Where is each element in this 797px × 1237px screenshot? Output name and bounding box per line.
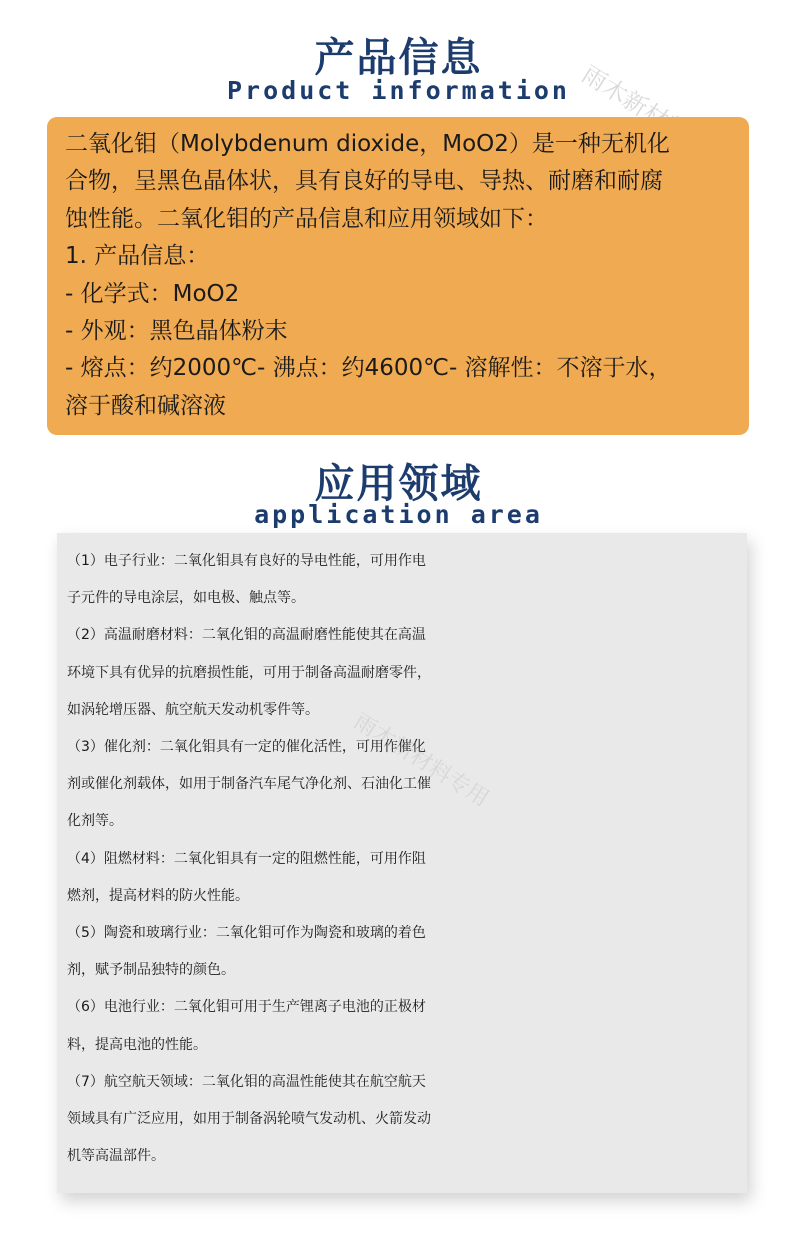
application-area-box [57,533,747,1193]
application-line: （1）电子行业：二氧化钼具有良好的导电性能，可用作电 [67,553,426,569]
application-line: （7）航空航天领域：二氧化钼的高温性能使其在航空航天 [67,1073,426,1090]
product-info-line: 溶于酸和碱溶液 [65,392,226,419]
product-info-box [47,117,749,435]
application-line: 剂，赋予制品独特的颜色。 [67,962,235,979]
application-line: （6）电池行业：二氧化钼可用于生产锂离子电池的正极材 [67,999,426,1016]
product-info-line: 1. 产品信息： [65,243,210,270]
product-info-line: 二氧化钼（Molybdenum dioxide，MoO2）是一种无机化 [65,131,670,157]
application-line: 料，提高电池的性能。 [67,1036,207,1053]
product-info-line: - 熔点：约2000℃- 沸点：约4600℃- 溶解性：不溶于水， [65,355,672,382]
application-line: （2）高温耐磨材料：二氧化钼的高温耐磨性能使其在高温 [67,627,426,644]
application-line: （4）阻燃材料：二氧化钼具有一定的阻燃性能，可用作阻 [67,850,426,867]
product-info-title: 产品信息 [314,35,483,81]
product-info-line: 蚀性能。二氧化钼的产品信息和应用领域如下： [65,205,548,232]
product-info-line: 合物，呈黑色晶体状，具有良好的导电、导热、耐磨和耐腐 [65,168,663,195]
application-line: （5）陶瓷和玻璃行业：二氧化钼可作为陶瓷和玻璃的着色 [67,925,426,942]
application-line: 机等高温部件。 [67,1148,165,1165]
product-info-line: - 外观：黑色晶体粉末 [65,318,288,345]
application-line: （3）催化剂：二氧化钼具有一定的催化活性，可用作催化 [67,739,426,756]
product-info-subtitle: Product information [227,76,570,105]
application-line: 领域具有广泛应用，如用于制备涡轮喷气发动机、火箭发动 [67,1111,431,1128]
application-line: 子元件的导电涂层，如电极、触点等。 [67,590,305,607]
application-line: 燃剂，提高材料的防火性能。 [67,887,249,904]
application-line: 剂或催化剂载体，如用于制备汽车尾气净化剂、石油化工催 [67,776,431,793]
application-line: 化剂等。 [67,813,123,830]
product-info-line: - 化学式：MoO2 [65,280,240,307]
watermark-center: 雨木新材料专用 [349,709,493,813]
application-area-title: 应用领域 [314,461,483,507]
application-area-subtitle: application area [254,500,543,529]
application-line: 如涡轮增压器、航空航天发动机零件等。 [67,701,319,718]
application-line: 环境下具有优异的抗磨损性能，可用于制备高温耐磨零件， [67,664,431,681]
